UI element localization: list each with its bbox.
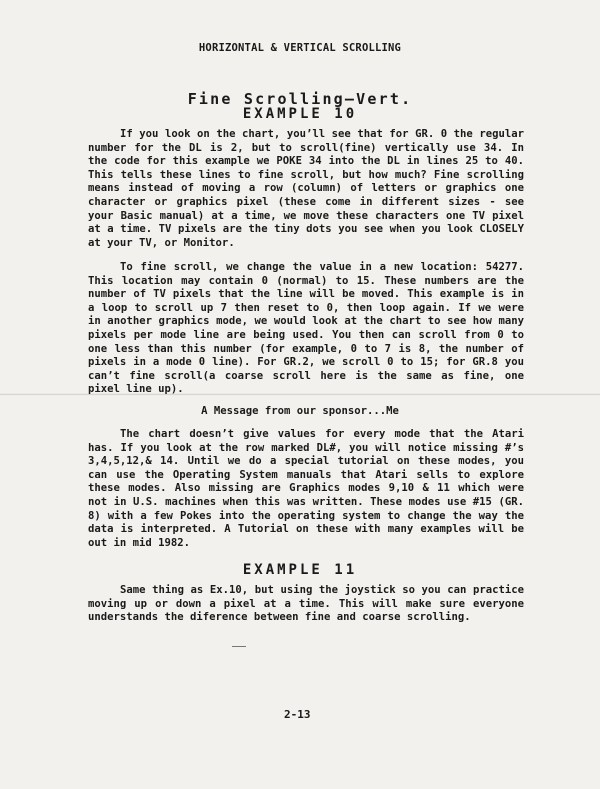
- running-head: HORIZONTAL & VERTICAL SCROLLING: [198, 42, 402, 54]
- example-10-heading: EXAMPLE 10: [242, 106, 358, 122]
- example-11-heading: EXAMPLE 11: [242, 562, 358, 578]
- sponsor-message: A Message from our sponsor...Me: [201, 405, 399, 417]
- page-number: 2-13: [284, 708, 311, 721]
- paragraph-fine-scrolling-intro: If you look on the chart, you’ll see that for GR. 0 the regular number for the DL is 2, but to scroll(fine) vertically use 34. In the code for this example we POKE 34 into the DL in lines 25 to 40. This tells these lines to fine scroll, but how much? Fine scrolling means instead of moving a row (column) of letters or graphics one character or graphics pixel (these come in different sizes - see your Basic manual) at a time, we move these characters one TV pixel at a time. TV pixels are the tiny dots you see when you look CLOSELY at your TV, or Monitor.: [88, 128, 524, 249]
- paragraph-joystick-example: Same thing as Ex.10, but using the joystick so you can practice moving up or down a pixel at a time. This will make sure everyone understands the diference between fine and coarse scrolling.: [88, 584, 524, 624]
- short-divider: [232, 646, 246, 647]
- paragraph-chart-values: The chart doesn’t give values for every mode that the Atari has. If you look at the row marked DL#, you will notice missing #’s 3,4,5,12,& 14. Until we do a special tutorial on these modes, you can use the Operating System manuals that Atari sells to explore these modes. Also missing are Graphics modes 9,10 & 11 which were not in U.S. machines when this was written. These modes use #15 (GR. 8) with a few Pokes into the operating system to change the way the data is interpreted. A Tutorial on these with many examples will be out in mid 1982.: [88, 428, 524, 549]
- section-title: Fine Scrolling—Vert.: [187, 90, 413, 108]
- paragraph-fine-scroll-location: To fine scroll, we change the value in a new location: 54277. This location may contain 0 (normal) to 15. These numbers are the number of TV pixels that the line will be moved. This example is in a loop to scroll up 7 then reset to 0, then loop again. If we were in another graphics mode, we would look at the chart to see how many pixels per mode line are being used. You then can scroll from 0 to one less than this number (for example, 0 to 7 is 8, the number of pixels in a mode 0 line). For GR.2, we scroll 0 to 15; for GR.8 you can’t fine scroll(a coarse scroll here is the same as fine, one pixel line up).: [88, 261, 524, 396]
